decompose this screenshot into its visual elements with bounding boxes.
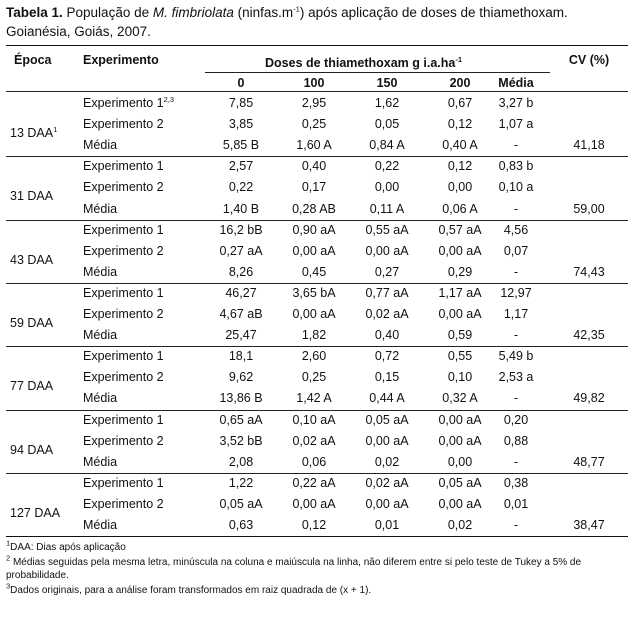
table-cell: 0,55 [447, 349, 473, 364]
footnote [6, 581, 634, 597]
table-cell: 0,00 aA [292, 307, 336, 321]
table-cell: 7,85 [228, 96, 254, 110]
header-epoca: Época [14, 53, 52, 67]
table-cell: 0,10 a [498, 180, 534, 195]
table-caption [6, 3, 634, 41]
header-col-3: 200 [449, 76, 471, 90]
header-cv: CV (%) [568, 53, 610, 67]
table-cell: 0,57 aA [438, 222, 482, 237]
table-cell: 0,00 aA [365, 433, 409, 448]
row-label: Experimento 1 [83, 349, 164, 364]
table-cell: 2,08 [228, 454, 254, 469]
table-cell: 9,62 [228, 370, 254, 385]
table-cell: 0,00 aA [438, 243, 482, 258]
table-cell: 0,00 aA [438, 496, 482, 511]
table-cell: 1,82 [301, 328, 327, 343]
table-cell: 0,20 [503, 412, 529, 427]
table-top-rule [6, 45, 628, 46]
row-label: Experimento 2 [83, 117, 164, 132]
table-cell: 3,52 bB [219, 433, 263, 448]
caption-label: Tabela 1. [6, 5, 63, 20]
table-cell: 0,27 [374, 264, 400, 279]
epoca-sup: 1 [53, 124, 58, 134]
table-cell: 0,88 [503, 433, 529, 448]
row-label: Experimento 2 [83, 180, 164, 195]
table-cell: - [513, 138, 519, 153]
row-label: Experimento 2 [83, 243, 164, 258]
table-cell: 0,22 [374, 159, 400, 174]
row-label-sup: 2,3 [163, 94, 175, 104]
row-label: Experimento 2 [83, 433, 164, 448]
row-label: Média [83, 454, 118, 469]
table-cell: 4,56 [503, 222, 529, 237]
table-cell: 0,45 [301, 264, 327, 279]
table-cell: 3,85 [228, 117, 254, 132]
cv-value: 59,00 [573, 201, 605, 216]
caption-text-a: População de [62, 5, 153, 20]
row-label: Experimento 2 [83, 370, 164, 385]
header-col-0: 0 [237, 76, 245, 90]
table-cell: 0,02 aA [365, 475, 409, 490]
row-label: Média [83, 201, 118, 216]
group-separator [6, 346, 628, 347]
epoca-label: 127 DAA [10, 505, 61, 520]
row-label: Média [83, 138, 118, 153]
table-cell: 13,86 B [219, 391, 263, 406]
group-separator [6, 283, 628, 284]
table-cell: 2,57 [228, 159, 254, 174]
group-separator [6, 473, 628, 474]
table-cell: 0,02 aA [292, 433, 336, 448]
table-cell: 25,47 [225, 328, 257, 343]
table-cell: 4,67 aB [219, 307, 263, 321]
table-cell: 0,22 aA [292, 475, 336, 490]
table-cell: 0,00 [447, 454, 473, 469]
table-cell: 3,27 b [498, 96, 534, 110]
table-cell: - [513, 264, 519, 279]
table-cell: 0,00 [447, 180, 473, 195]
table-cell: 0,83 b [498, 159, 534, 174]
caption-text-b: (ninfas.m [233, 5, 294, 20]
table-cell: 0,40 [301, 159, 327, 174]
table-cell: 0,00 aA [365, 496, 409, 511]
table-cell: 0,29 [447, 264, 473, 279]
footnote-text: Médias seguidas pela mesma letra, minúscula na coluna e maiúscula na linha, não diferem entre si pelo teste de Tukey a 5% de probabilidade. [6, 557, 582, 582]
row-label: Experimento 1$^{2,3}$ [83, 94, 175, 110]
table-cell: 0,00 aA [292, 496, 336, 511]
footnote-marker: 2 [6, 553, 11, 563]
row-label: Média [83, 518, 118, 532]
row-label: Média [83, 264, 118, 279]
table-cell: 2,95 [301, 96, 327, 110]
cv-value: 38,47 [573, 518, 605, 532]
group-separator [6, 156, 628, 157]
epoca-label: 94 DAA [10, 442, 54, 457]
table-cell: 0,01 [374, 518, 400, 532]
table-cell: 1,60 A [296, 138, 332, 153]
group-separator [6, 220, 628, 221]
table-cell: 0,00 [374, 180, 400, 195]
table-cell: 0,06 A [442, 201, 478, 216]
table-cell: 0,84 A [369, 138, 405, 153]
table-cell: 0,44 A [369, 391, 405, 406]
epoca-label: 77 DAA [10, 379, 54, 394]
doses-unit-sup: -1 [455, 54, 463, 64]
caption-text-c: ) após aplicação de doses de thiamethoxam. [299, 5, 568, 20]
table-cell: 0,59 [447, 328, 473, 343]
table-cell: - [513, 518, 519, 532]
table-cell: 0,05 [374, 117, 400, 132]
table-cell: 0,63 [228, 518, 254, 532]
caption-unit-sup: -1 [293, 4, 300, 14]
header-col-1: 100 [303, 76, 325, 90]
table-cell: 0,90 aA [292, 222, 336, 237]
table-cell: 1,17 aA [438, 285, 482, 300]
table-cell: 5,49 b [498, 349, 534, 364]
row-label: Experimento 1 [83, 475, 164, 490]
caption-species: M. fimbriolata [152, 5, 234, 20]
table-cell: 0,25 [301, 370, 327, 385]
table-cell: 0,02 [447, 518, 473, 532]
table-cell: - [513, 201, 519, 216]
table-cell: 0,22 [228, 180, 254, 195]
table-cell: 0,01 [503, 496, 529, 511]
row-label: Média [83, 391, 118, 406]
table-bottom-rule [6, 536, 628, 537]
caption-line2: Goianésia, Goiás, 2007. [6, 24, 151, 39]
table-cell: 18,1 [228, 349, 254, 364]
table-cell: 0,05 aA [438, 475, 482, 490]
epoca-label: 13 DAA$^1$ [10, 124, 58, 141]
table-cell: 0,27 aA [219, 243, 263, 258]
footnote-marker: 3 [6, 581, 11, 591]
table-cell: 0,55 aA [365, 222, 409, 237]
table-cell: 0,00 aA [365, 243, 409, 258]
footnote-text: DAA: Dias após aplicação [10, 542, 126, 554]
table-cell: 16,2 bB [219, 222, 263, 237]
table-cell: - [513, 454, 519, 469]
table-cell: 0,17 [301, 180, 327, 195]
table-cell: 1,40 B [222, 201, 260, 216]
cv-value: 49,82 [573, 391, 605, 406]
table-cell: 8,26 [228, 264, 254, 279]
footnote [6, 553, 634, 582]
cv-value: 74,43 [573, 264, 605, 279]
table-cell: 1,42 A [296, 391, 332, 406]
table-cell: 0,06 [301, 454, 327, 469]
table-cell: 0,32 A [442, 391, 478, 406]
epoca-label: 59 DAA [10, 316, 54, 330]
table-cell: 0,02 aA [365, 307, 409, 321]
header-doses-title: Doses de thiamethoxam g $i.a.ha^{-1}$ [265, 54, 463, 70]
table-cell: 3,65 bA [292, 285, 336, 300]
table-cell: - [513, 328, 519, 343]
table-cell: 1,17 [503, 307, 529, 321]
table-cell: 0,12 [447, 159, 473, 174]
epoca-label: 43 DAA [10, 252, 54, 267]
table-cell: 0,15 [374, 370, 400, 385]
table-cell: 0,28 AB [292, 201, 336, 216]
footnotes [6, 538, 634, 599]
table-cell: 0,00 aA [292, 243, 336, 258]
footnote-text: Dados originais, para a análise foram transformados em raiz quadrada de (x + 1). [10, 585, 372, 597]
footnote-marker: 1 [6, 538, 11, 548]
table-cell: 0,05 aA [365, 412, 409, 427]
header-bottom-rule [6, 91, 628, 92]
row-label: Experimento 1 [83, 222, 164, 237]
table-cell: 0,11 A [369, 201, 405, 216]
row-label: Experimento 2 [83, 496, 164, 511]
table-cell: 0,12 [447, 117, 473, 132]
footnote [6, 538, 634, 554]
table-cell: 0,67 [447, 96, 473, 110]
epoca-label: 31 DAA [10, 189, 54, 204]
table-cell: 0,07 [503, 243, 529, 258]
row-label: Experimento 1 [83, 285, 164, 300]
cv-value: 41,18 [573, 138, 605, 153]
table-cell: 2,53 a [498, 370, 534, 385]
table-cell: 46,27 [225, 285, 257, 300]
table-cell: 0,10 [447, 370, 473, 385]
row-label: Experimento 2 [83, 307, 164, 321]
table-cell: - [513, 391, 519, 406]
cv-value: 48,77 [573, 454, 605, 469]
table-cell: 0,25 [301, 117, 327, 132]
table-cell: 0,10 aA [292, 412, 336, 427]
header-experimento: Experimento [83, 53, 159, 67]
table-cell: 0,77 aA [365, 285, 409, 300]
table-cell: 0,00 aA [438, 307, 482, 321]
table-cell: 2,60 [301, 349, 327, 364]
table-cell: 1,62 [374, 96, 400, 110]
table-cell: 1,07 a [498, 117, 534, 132]
table-cell: 0,12 [301, 518, 327, 532]
cv-value: 42,35 [573, 328, 605, 343]
doses-underline [205, 72, 550, 73]
group-separator [6, 410, 628, 411]
table-cell: 0,40 A [442, 138, 478, 153]
table-cell: 12,97 [500, 285, 532, 300]
row-label: Média [83, 328, 118, 343]
table-cell: 0,72 [374, 349, 400, 364]
table-cell: 5,85 B [222, 138, 260, 153]
row-label: Experimento 1 [83, 159, 164, 174]
table-cell: 0,65 aA [219, 412, 263, 427]
table-cell: 0,40 [374, 328, 400, 343]
header-col-4: Média [498, 76, 534, 90]
table-cell: 1,22 [228, 475, 254, 490]
table-cell: 0,00 aA [438, 433, 482, 448]
header-col-2: 150 [376, 76, 398, 90]
table-cell: 0,02 [374, 454, 400, 469]
row-label: Experimento 1 [83, 412, 164, 427]
table-cell: 0,38 [503, 475, 529, 490]
table-cell: 0,05 aA [219, 496, 263, 511]
table-cell: 0,00 aA [438, 412, 482, 427]
